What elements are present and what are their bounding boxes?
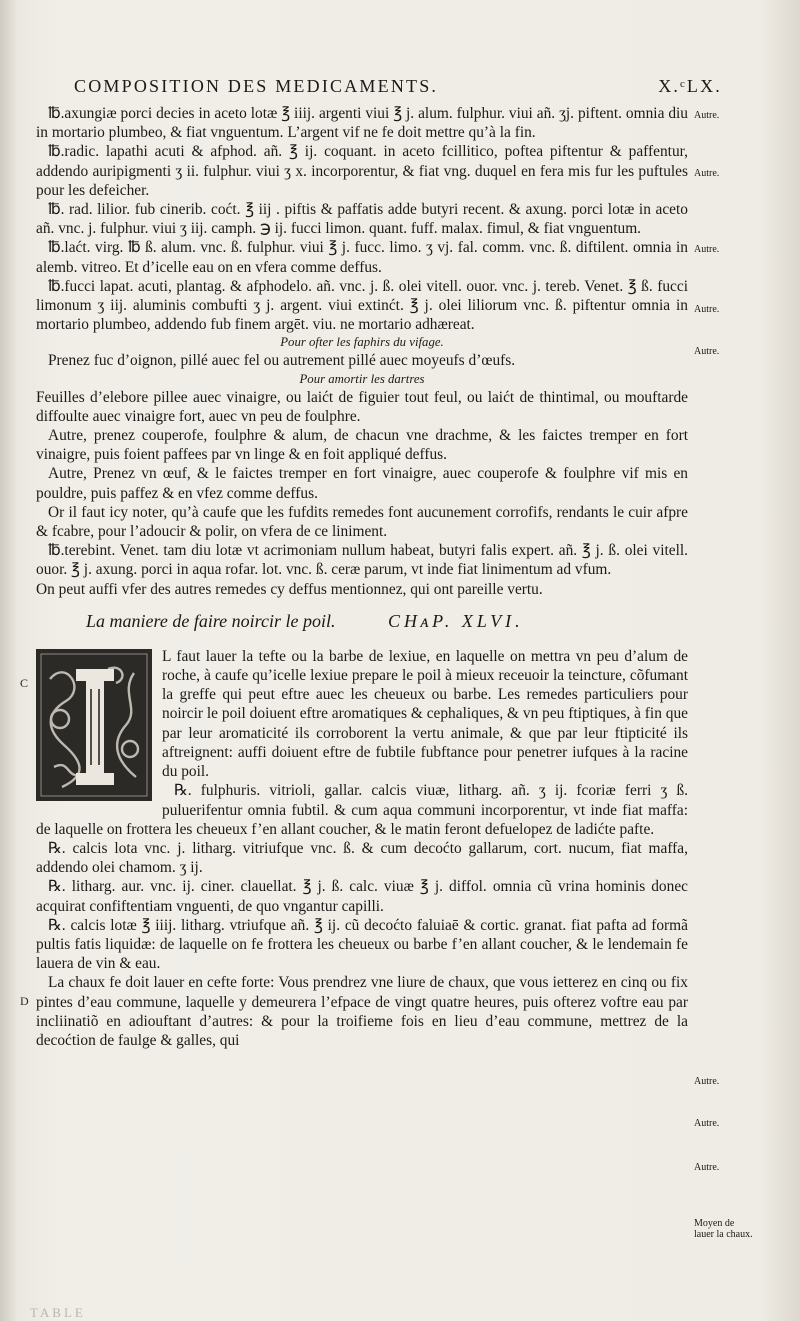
signature-mark: D bbox=[20, 994, 29, 1008]
recipe-paragraph: ℔.radic. lapathi acuti & afphod. añ. ℥ ij. coquant. in aceto fcillitico, poftea piftentur & paffentur, addendo auripigmenti ʒ ii. fulphur. viui ʒ x. incorporentur, & fiat vng. duquel en fera mis fur les puftules pour les defeicher. bbox=[36, 143, 688, 199]
body-paragraph: Prenez fuc d’oignon, pillé auec fel ou autrement pillé auec moyeufs d’œufs. bbox=[48, 352, 516, 370]
margin-note: Autre. bbox=[694, 168, 720, 179]
header-title: COMPOSITION DES MEDICAMENTS. bbox=[74, 76, 439, 96]
body-paragraph: Autre, prenez couperofe, foulphre & alum, de chacun vne drachme, & les faictes tremper en fort vinaigre, puis foient paffees par vn linge & en foit appliqué deffus. bbox=[36, 427, 688, 464]
margin-note: Moyen de lauer la chaux. bbox=[694, 1218, 753, 1240]
margin-note: Autre. bbox=[694, 244, 720, 255]
margin-note: Autre. bbox=[694, 1118, 720, 1129]
section-subtitle: Pour ofter les faphirs du vifage. bbox=[280, 335, 444, 350]
margin-note: Autre. bbox=[694, 346, 720, 357]
chapter-intro-text: L faut lauer la tefte ou la barbe de lexiue, en laquelle on mettra vn peu d’alum de roche, à caufe qu’icelle lexiue prepare le poil à mieux receuoir la teincture, cõfumant la greffe qui peut eftre auec les cheueux ou barbe. Les remedes particuliers pour noircir le poil doiuent eftre aromatiques & cephaliques, & vn peu ftiptiques, à fin que par leur aromaticité ils corroborent la vertu animale, & que par leur ftipticité ils aftreignent: auffi doiuent eftre de fubtile fubftance pour penetrer iufques à la racine du poil. bbox=[162, 647, 688, 781]
margin-note: Autre. bbox=[694, 110, 720, 121]
recipe-paragraph: ℔.fucci lapat. acuti, plantag. & afphodelo. añ. vnc. j. ß. olei vitell. ouor. vnc. j. tereb. Venet. ℥ ß. fucci limonum ʒ iij. aluminis combufti ʒ j. argent. viui extinćt. ℥ j. olei liliorum vnc. ß. piftentur omnia in mortario plumbeo, addendo fub finem argēt. viu. ne mortario adhæreat. bbox=[36, 277, 688, 334]
recipe-paragraph: ℞. calcis lotæ ℥ iiij. litharg. vtriufque añ. ℥ ij. cũ decoćto faluiaē & cortic. granat. fiat pafta ad formã pultis fatis liquidæ: de laquelle on fe frottera les cheueux ou barbe f’en allant coucher, & le lendemain fe lauera de vin & eau. bbox=[36, 916, 688, 973]
recipe-paragraph: ℔.terebint. Venet. tam diu lotæ vt acrimoniam nullum habeat, butyri falis expert. añ. ℥ j. ß. olei vitell. ouor. ℥ j. axung. porci in aqua rofar. lot. vnc. ß. ceræ parum, vt inde fiat linimentum ad vfum. bbox=[36, 542, 688, 579]
chapter-intro bbox=[36, 647, 688, 781]
recipe-paragraph: ℔. rad. lilior. fub cinerib. coćt. ℥ iij . piftis & paffatis adde butyri recent. & axung. porci lotæ in aceto añ. vnc. j. fulphur. viui ʒ iij. camph. ℈ ij. fucci limon. quant. fuff. malax. fimul, & fiat vnguentum. bbox=[36, 201, 688, 238]
body-paragraph: La chaux fe doit lauer en cefte forte: Vous prendrez vne liure de chaux, que vous ietterez en cinq ou fix pintes d’eau commune, laquelle y demeurera l’efpace de vingt quatre heures, puis ofterez voftre eau par incliinatiõ en adiouftant d’autres: & pour la troifieme fois en lieu d’eau commune, mettrez de la decoćtion de faulge & galles, qui bbox=[36, 974, 688, 1049]
chapter-title: La maniere de faire noircir le poil. bbox=[86, 610, 336, 631]
margin-note: Autre. bbox=[694, 1076, 720, 1087]
body-paragraph: Feuilles d’elebore pillee auec vinaigre, ou laićt de figuier tout feul, ou laićt de thintimal, ou mouftarde diffoulte auec vinaigre fort, auec vn peu de foulphre. bbox=[36, 388, 688, 425]
body-paragraph: Or il faut icy noter, qu’à caufe que les fufdits remedes font aucunement corrofifs, rendants le cuir afpre & fcabre, pour l’adoucir & polir, on vfera de ce liniment. bbox=[36, 503, 688, 541]
margin-note: Autre. bbox=[694, 1162, 720, 1173]
margin-note: Autre. bbox=[694, 304, 720, 315]
folio-number: X.ᶜLX. bbox=[658, 76, 722, 96]
body-paragraph: Autre, Prenez vn œuf, & le faictes tremper en fort vinaigre, auec couperofe & foulphre vif mis en pouldre, puis paffez & en vfez comme deffus. bbox=[36, 465, 688, 502]
chapter-heading bbox=[36, 607, 688, 635]
page-body bbox=[36, 104, 688, 1050]
running-header bbox=[74, 76, 722, 100]
recipe-paragraph: ℞. calcis lota vnc. j. litharg. vitriufque vnc. ß. & cum decoćto gallarum, cort. nucum, fiat maffa, addendo olei chamom. ʒ ij. bbox=[36, 839, 688, 877]
signature-mark: C bbox=[20, 676, 29, 690]
bleed-through-text: TABLE bbox=[30, 1305, 86, 1320]
recipe-paragraph: ℞. fulphuris. vitrioli, gallar. calcis viuæ, litharg. añ. ʒ ij. fcoriæ ferri ʒ ß. puluerifentur omnia fubtil. & cum aqua communi incorporentur, vt inde fiat maffa: de laquelle on frottera les cheueux f’en allant coucher, & le matin feront defuelopez de ladićte pafte. bbox=[36, 782, 688, 838]
ornamental-initial-i bbox=[36, 649, 152, 801]
section-subtitle: Pour amortir les dartres bbox=[299, 371, 425, 386]
chapter-number: CHᴀP. XLVI. bbox=[388, 610, 524, 631]
recipe-paragraph: ℞. litharg. aur. vnc. ij. ciner. clauellat. ℥ j. ß. calc. viuæ ℥ j. diffol. omnia cũ vrina hominis donec acquirat confiftentiam vnguenti, de quo vngantur capilli. bbox=[36, 878, 688, 915]
recipe-paragraph: ℔.axungiæ porci decies in aceto lotæ ℥ iiij. argenti viui ℥ j. alum. fulphur. viui añ. ʒj. piftent. omnia diu in mortario plumbeo, & fiat vnguentum. L’argent vif ne fe doit mettre qu’à la fin. bbox=[36, 105, 688, 142]
recipe-paragraph: ℔.laćt. virg. ℔ ß. alum. vnc. ß. fulphur. viui ℥ j. fucc. limo. ʒ vj. fal. comm. vnc. ß. diftilent. omnia in alemb. vitreo. Et d’icelle eau on en vfera comme deffus. bbox=[36, 239, 688, 276]
body-paragraph: On peut auffi vfer des autres remedes cy deffus mentionnez, qui ont pareille vertu. bbox=[36, 580, 543, 598]
